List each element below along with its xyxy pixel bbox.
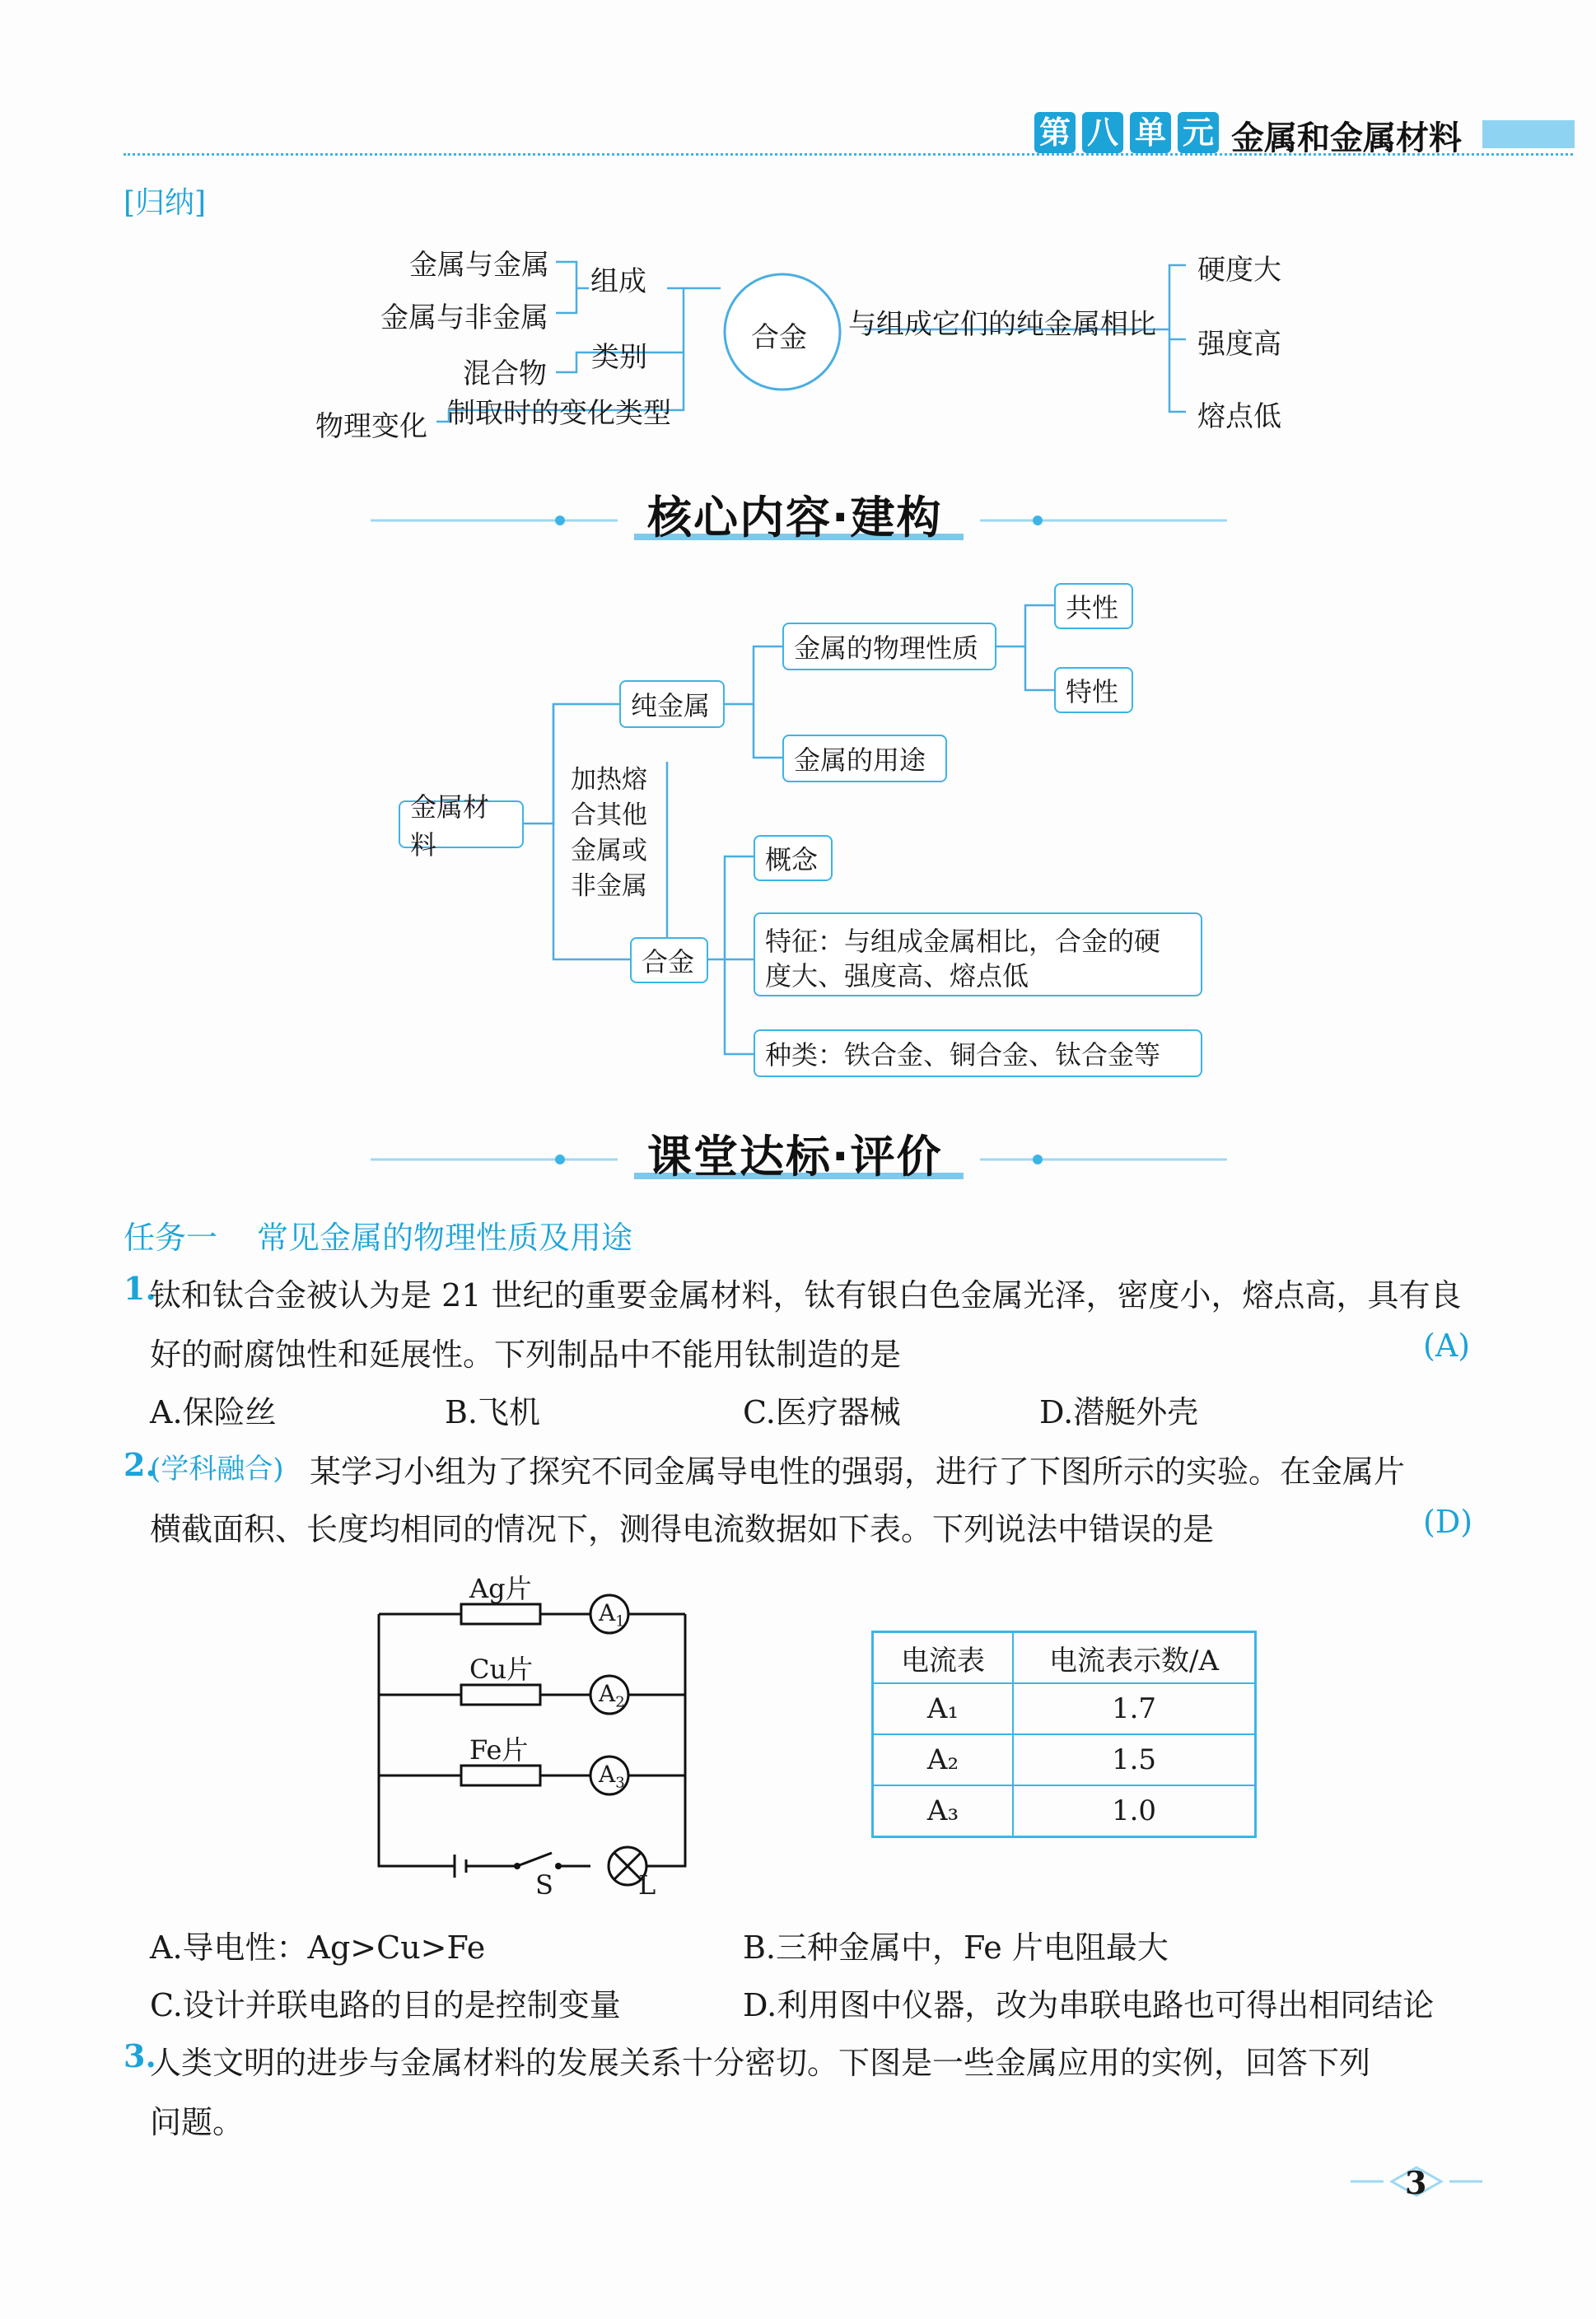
q2-tag: (学科融合) [150,1453,284,1486]
q1-option-d: D.潜艇外壳 [1039,1394,1199,1430]
unit-char-4: 元 [1178,112,1219,153]
common-node: 共性 [1054,583,1133,629]
q2-option-d: D.利用图中仪器，改为串联电路也可得出相同结论 [743,1987,1435,2023]
alloy-center: 合金 [751,321,807,354]
q2-line1: 某学习小组为了探究不同金属导电性的强弱，进行了下图所示的实验。在金属片 [310,1453,1406,1490]
q1-option-a: A.保险丝 [150,1394,277,1430]
ag-label: Ag片 [469,1573,532,1604]
q1-option-b: B.飞机 [445,1394,541,1430]
q3-number: 3. [124,2037,156,2074]
q3-line2: 问题。 [150,2104,245,2140]
cu-label: Cu片 [469,1654,534,1685]
uses-node: 金属的用途 [782,735,947,782]
q1-option-c: C.医疗器械 [743,1394,901,1430]
root-node: 金属材料 [399,800,524,848]
q2-option-a: A.导电性：Ag>Cu>Fe [150,1929,486,1966]
section1-title: 核心内容·建构 [647,492,943,544]
mixture-label: 混合物 [463,357,547,390]
feature-node: 特征：与组成金属相比，合金的硬 度大、强度高、熔点低 [754,912,1202,996]
metal-metal: 金属与金属 [409,249,549,282]
current-table [871,1631,1257,1838]
unit-char-2: 八 [1082,112,1123,153]
q2-option-b: B.三种金属中，Fe 片电阻最大 [743,1929,1169,1966]
compare-label: 与组成它们的纯金属相比 [848,308,1156,341]
fe-label: Fe片 [469,1734,529,1766]
physical-props-node: 金属的物理性质 [782,623,996,670]
process-text: 加热熔 合其他 金属或 非金属 [571,765,647,901]
concept-node: 概念 [754,835,833,881]
q2-number: 2. [124,1446,156,1483]
ammeter-a3-label: $A_3$ [599,1761,625,1792]
preparation-label: 制取时的变化类型 [447,397,671,430]
section2-title: 课堂达标·评价 [647,1131,943,1183]
alloy-node: 合金 [630,937,708,983]
switch-label: S [535,1869,553,1901]
special-node: 特性 [1054,667,1133,713]
q2-option-c: C.设计并联电路的目的是控制变量 [150,1987,621,2023]
ammeter-a1-label: $A_1$ [599,1599,625,1631]
table-header-row: 电流表 电流表示数/A [873,1632,1256,1684]
melting-label: 熔点低 [1197,400,1281,433]
unit-char-1: 第 [1034,112,1076,153]
q1-line2: 好的耐腐蚀性和延展性。下列制品中不能用钛制造的是 [150,1337,902,1373]
table-row: A₂ 1.5 [873,1734,1256,1785]
circuit-diagram [362,1565,708,1911]
hardness-label: 硬度大 [1197,254,1281,287]
table-row: A₁ 1.7 [873,1683,1256,1734]
physical-change-label: 物理变化 [315,410,427,443]
lamp-label: L [638,1869,656,1901]
q3-line1: 人类文明的进步与金属材料的发展关系十分密切。下图是一些金属应用的实例，回答下列 [150,2045,1371,2081]
ammeter-a2-label: $A_2$ [599,1680,625,1711]
strength-label: 强度高 [1197,328,1281,361]
types-node: 种类：铁合金、铜合金、钛合金等 [754,1029,1202,1077]
q1-answer: (A) [1423,1327,1471,1364]
pure-metal-node: 纯金属 [619,680,725,728]
task1-label: 任务一 [124,1220,218,1256]
q2-line2: 横截面积、长度均相同的情况下，测得电流数据如下表。下列说法中错误的是 [150,1511,1215,1547]
unit-char-3: 单 [1130,112,1171,153]
page-number: 3 [1405,2164,1427,2201]
table-row: A₃ 1.0 [873,1785,1256,1837]
q1-line1: 钛和钛合金被认为是 21 世纪的重要金属材料，钛有银白色金属光泽，密度小，熔点高，具有良 [150,1277,1462,1313]
category-label: 类别 [591,341,647,374]
q2-answer: (D) [1423,1504,1473,1540]
q1-number: 1. [124,1270,156,1307]
metal-nonmetal: 金属与非金属 [380,301,548,334]
task1-title: 常见金属的物理性质及用途 [257,1220,633,1256]
unit-title: 金属和金属材料 [1231,119,1462,157]
summary-label: [归纳] [124,186,207,220]
composition-label: 组成 [590,265,646,298]
